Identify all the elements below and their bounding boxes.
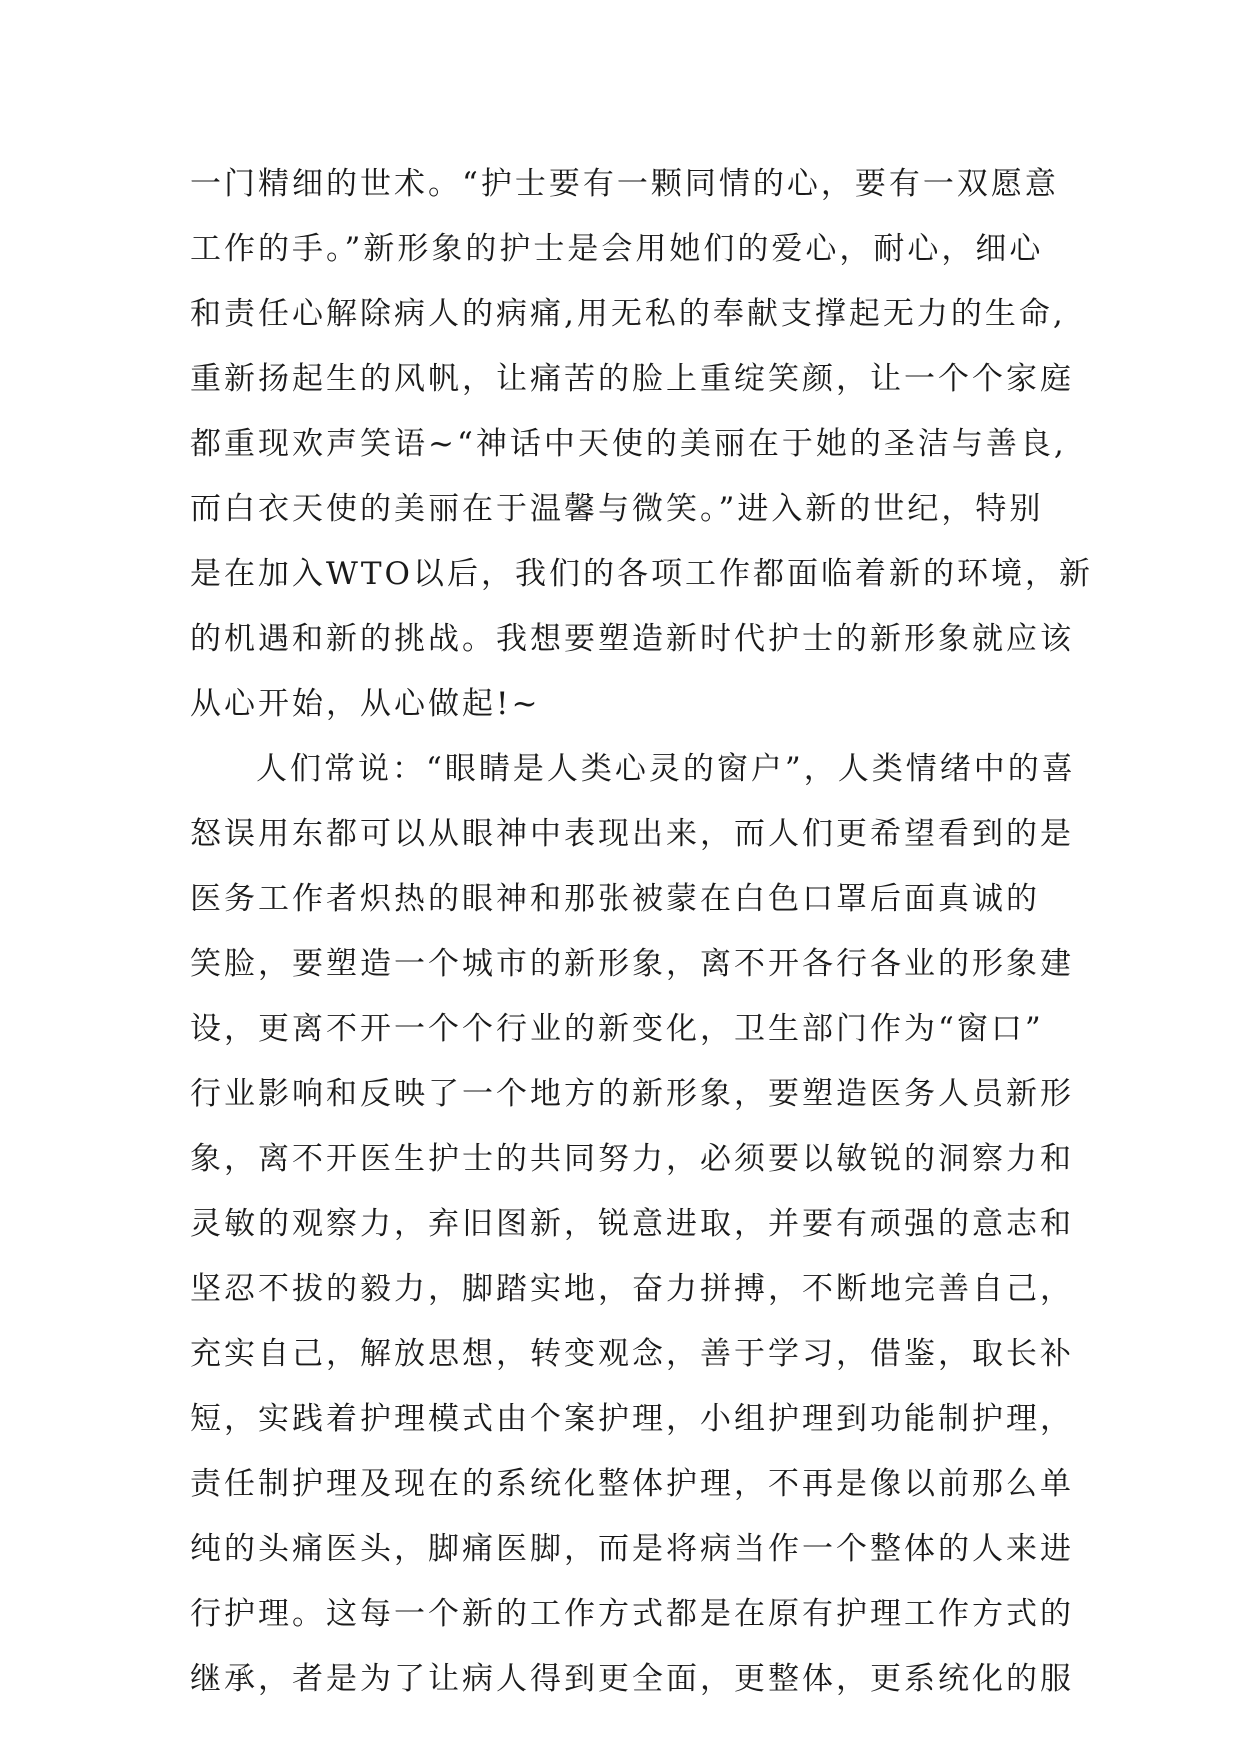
text-line: 是在加入WTO以后，我们的各项工作都面临着新的环境，新 (190, 556, 1093, 592)
text-line: 短，实践着护理模式由个案护理，小组护理到功能制护理， (190, 1401, 1074, 1437)
text-line: 笑脸，要塑造一个城市的新形象，离不开各行各业的形象建 (190, 946, 1074, 982)
text-line: 一门精细的世术。“护士要有一颗同情的心，要有一双愿意 (190, 166, 1059, 202)
text-line: 纯的头痛医头，脚痛医脚，而是将病当作一个整体的人来进 (190, 1531, 1074, 1567)
text-line: 从心开始，从心做起!~ (190, 686, 541, 722)
paragraph-start-line: 人们常说：“眼睛是人类心灵的窗户”，人类情绪中的喜 (256, 751, 1076, 787)
text-line: 责任制护理及现在的系统化整体护理，不再是像以前那么单 (190, 1466, 1074, 1502)
text-line: 行护理。这每一个新的工作方式都是在原有护理工作方式的 (190, 1596, 1074, 1632)
text-line: 继承，者是为了让病人得到更全面，更整体，更系统化的服 (190, 1661, 1074, 1697)
text-line: 工作的手。”新形象的护士是会用她们的爱心，耐心，细心 (190, 231, 1044, 267)
text-line: 怒误用东都可以从眼神中表现出来，而人们更希望看到的是 (190, 816, 1074, 852)
text-line: 充实自己，解放思想，转变观念，善于学习，借鉴，取长补 (190, 1336, 1074, 1372)
text-line: 和责任心解除病人的病痛,用无私的奉献支撑起无力的生命, (190, 296, 1066, 332)
text-line: 都重现欢声笑语~“神话中天使的美丽在于她的圣洁与善良, (190, 426, 1067, 462)
document-body (190, 152, 1093, 1712)
text-line: 医务工作者炽热的眼神和那张被蒙在白色口罩后面真诚的 (190, 881, 1040, 917)
text-line: 象，离不开医生护士的共同努力，必须要以敏锐的洞察力和 (190, 1141, 1074, 1177)
text-line: 坚忍不拔的毅力，脚踏实地，奋力拼搏，不断地完善自己， (190, 1271, 1074, 1307)
text-line: 的机遇和新的挑战。我想要塑造新时代护士的新形象就应该 (190, 621, 1074, 657)
text-line: 重新扬起生的风帆，让痛苦的脸上重绽笑颜，让一个个家庭 (190, 361, 1074, 397)
text-line: 灵敏的观察力，弃旧图新，锐意进取，并要有顽强的意志和 (190, 1206, 1074, 1242)
text-line: 行业影响和反映了一个地方的新形象，要塑造医务人员新形 (190, 1076, 1074, 1112)
text-line: 设，更离不开一个个行业的新变化，卫生部门作为“窗口” (190, 1011, 1044, 1047)
text-line: 而白衣天使的美丽在于温馨与微笑。”进入新的世纪，特别 (190, 491, 1044, 527)
